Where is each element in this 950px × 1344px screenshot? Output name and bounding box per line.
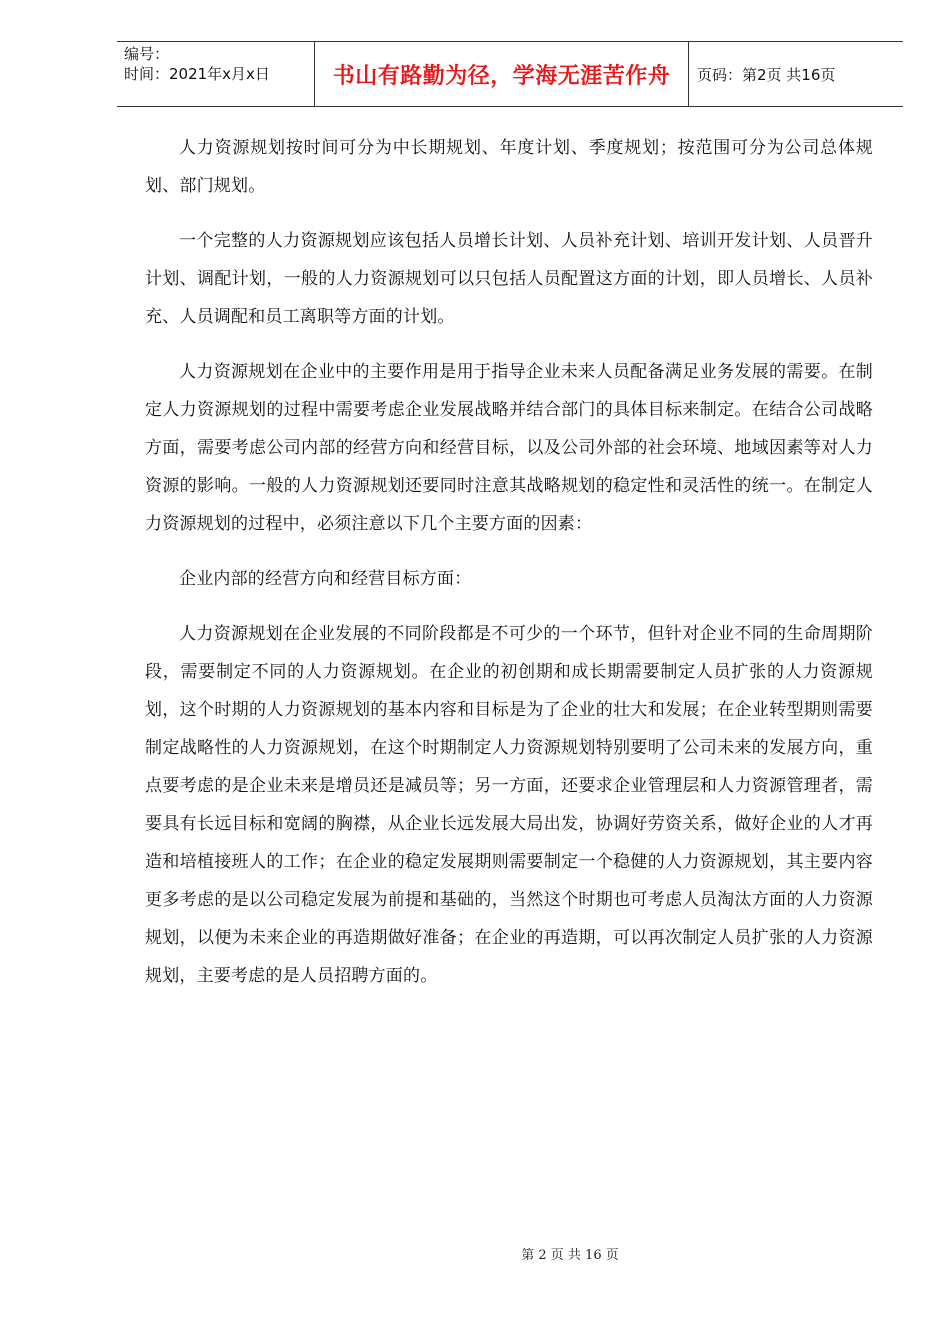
page-code-label: 页码：第2页 共16页 bbox=[697, 65, 836, 84]
paragraph: 企业内部的经营方向和经营目标方面： bbox=[179, 569, 472, 589]
page-header bbox=[117, 41, 903, 107]
header-meta-cell bbox=[117, 42, 315, 106]
time-label: 时间：2021年x月x日 bbox=[124, 65, 270, 83]
paragraph: 一个完整的人力资源规划应该包括人员增长计划、人员补充计划、培训开发计划、人员晋升计划、调配计划，一般的人力资源规划可以只包括人员配置这方面的计划，即人员增长、人员补充、人员调配和员工离职等方面的计划。 bbox=[145, 231, 873, 327]
document-body bbox=[145, 129, 873, 1012]
header-page-cell bbox=[689, 42, 903, 106]
motto-text: 书山有路勤为径，学海无涯苦作舟 bbox=[332, 63, 671, 89]
paragraph: 人力资源规划在企业发展的不同阶段都是不可少的一个环节，但针对企业不同的生命周期阶段，需要制定不同的人力资源规划。在企业的初创期和成长期需要制定人员扩张的人力资源规划，这个时期的人力资源规划的基本内容和目标是为了企业的壮大和发展；在企业转型期则需要制定战略性的人力资源规划，在这个时期制定人力资源规划特别要明了公司未来的发展方向，重点要考虑的是企业未来是增员还是减员等；另一方面，还要求企业管理层和人力资源管理者，需要具有长远目标和宽阔的胸襟，从企业长远发展大局出发，协调好劳资关系，做好企业的人才再造和培植接班人的工作；在企业的稳定发展期则需要制定一个稳健的人力资源规划，其主要内容更多考虑的是以公司稳定发展为前提和基础的，当然这个时期也可考虑人员淘汰方面的人力资源规划，以便为未来企业的再造期做好准备；在企业的再造期，可以再次制定人员扩张的人力资源规划，主要考虑的是人员招聘方面的。 bbox=[145, 624, 873, 986]
paragraph: 人力资源规划在企业中的主要作用是用于指导企业未来人员配备满足业务发展的需要。在制定人力资源规划的过程中需要考虑企业发展战略并结合部门的具体目标来制定。在结合公司战略方面，需要考虑公司内部的经营方向和经营目标，以及公司外部的社会环境、地域因素等对人力资源的影响。一般的人力资源规划还要同时注意其战略规划的稳定性和灵活性的统一。在制定人力资源规划的过程中，必须注意以下几个主要方面的因素： bbox=[145, 362, 873, 534]
paragraph: 人力资源规划按时间可分为中长期规划、年度计划、季度规划；按范围可分为公司总体规划、部门规划。 bbox=[145, 138, 873, 196]
header-motto-cell bbox=[315, 42, 689, 106]
page-footer: 第 2 页 共 16 页 bbox=[521, 1248, 619, 1263]
serial-number-label: 编号： bbox=[124, 45, 170, 63]
